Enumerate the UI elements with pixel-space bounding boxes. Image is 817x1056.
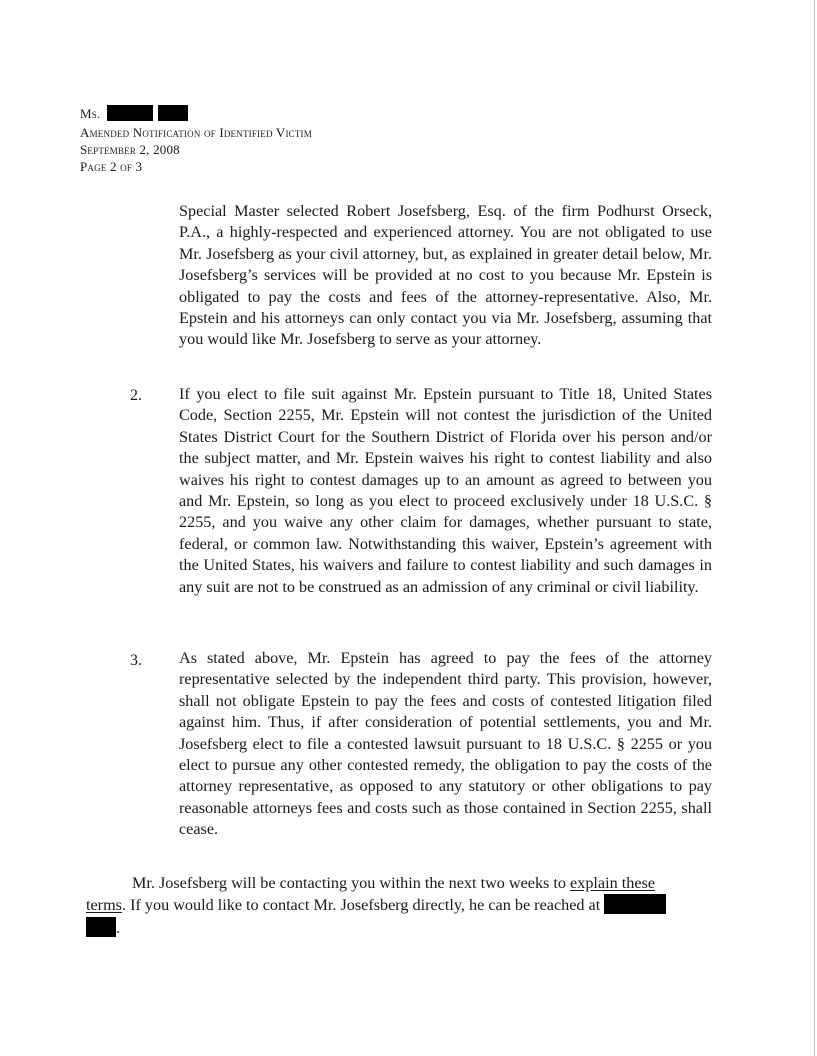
- closing-underlined-a: explain these: [570, 874, 655, 892]
- redaction-box: [86, 917, 116, 937]
- redaction-box: [158, 105, 188, 121]
- intro-paragraph: Special Master selected Robert Josefsberg, Esq. of the firm Podhurst Orseck, P.A., a highly-respected and experienced attorney. You are not obligated to use Mr. Josefsberg as your civil attorney, but, as explained in greater detail below, Mr. Josefsberg’s services will be provided at no cost to you because Mr. Epstein is obligated to pay the costs and fees of the attorney-representative. Also, Mr. Epstein and his attorneys can only contact you via Mr. Josefsberg, assuming that you would like Mr. Josefsberg to serve as your attorney.: [179, 202, 712, 349]
- closing-end: .: [116, 918, 121, 937]
- closing-part1: Mr. Josefsberg will be contacting you within the next two weeks to: [132, 874, 571, 892]
- closing-text: [86, 873, 712, 939]
- salutation: Ms.: [80, 106, 101, 121]
- redaction-box: [604, 894, 666, 914]
- salutation-line: [80, 105, 188, 122]
- closing-underlined-b: terms: [86, 896, 122, 915]
- page-number: Page 2 of 3: [80, 159, 143, 174]
- item-number: 2.: [130, 387, 142, 404]
- document-title: Amended Notification of Identified Victim: [80, 125, 312, 140]
- item-number: 3.: [130, 652, 142, 669]
- page-edge-line: [814, 0, 815, 1056]
- item-paragraph: As stated above, Mr. Epstein has agreed to pay the fees of the attorney representative selected by the independent third party. This provision, however, shall not obligate Epstein to pay the fees and costs of contested litigation filed against him. Thus, if after consideration of potential settlements, you and Mr. Josefsberg elect to file a contested lawsuit pursuant to 18 U.S.C. § 2255 or you elect to pursue any other contested remedy, the obligation to pay the costs of the attorney representative, as opposed to any statutory or other obligations to pay reasonable attorneys fees and costs such as those contained in Section 2255, shall cease.: [179, 649, 712, 839]
- closing-part2: . If you would like to contact Mr. Josefsberg directly, he can be reached at: [121, 896, 605, 915]
- redaction-box: [107, 105, 153, 121]
- item-paragraph: If you elect to file suit against Mr. Epstein pursuant to Title 18, United States Code, Section 2255, Mr. Epstein will not contest the jurisdiction of the United States District Court for the Southern District of Florida over his person and/or the subject matter, and Mr. Epstein waives his right to contest liability and also waives his right to contest damages up to an amount as agreed to between you and Mr. Epstein, so long as you elect to proceed exclusively under 18 U.S.C. § 2255, and you waive any other claim for damages, whether pursuant to state, federal, or common law. Notwithstanding this waiver, Epstein’s agreement with the United States, his waivers and failure to contest liability and such damages in any suit are not to be construed as an admission of any criminal or civil liability.: [179, 385, 712, 596]
- closing-paragraph: [86, 873, 712, 939]
- document-date: September 2, 2008: [80, 142, 180, 157]
